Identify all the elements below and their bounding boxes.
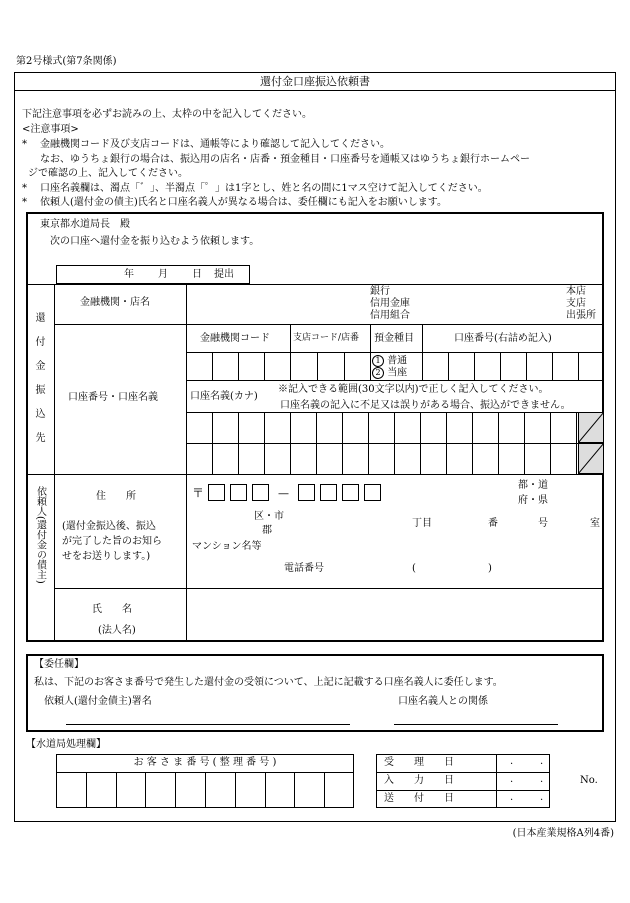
kana-cell[interactable] <box>264 443 291 475</box>
kana-cell[interactable] <box>290 443 317 475</box>
addressee: 東京都水道局長 殿 <box>40 219 130 230</box>
acct-note-1: ※記入できる範囲(30文字以内)で正しく記入してください。 <box>278 384 549 395</box>
delegation-box <box>26 654 604 732</box>
note-3: 依頼人(還付金の債主)氏名と口座名義人が異なる場合は、委任欄にも記入をお願いします。 <box>40 197 448 208</box>
branch-type-1[interactable]: 本店 <box>566 286 586 297</box>
gun-label: 郡 <box>262 525 272 536</box>
note-2: 口座名義欄は、濁点「゛」、半濁点「゜」は1字とし、姓と名の間に1マス空けて記入してください。 <box>40 183 488 194</box>
to-dou-label: 都・道 <box>518 480 548 491</box>
kana-cell[interactable] <box>550 412 577 444</box>
choume-label: 丁目 <box>412 518 432 529</box>
phone-paren-close: ) <box>488 563 492 574</box>
kana-cell[interactable] <box>342 412 369 444</box>
sent-date-dot-1[interactable]: . <box>510 792 514 803</box>
kana-cell[interactable] <box>212 443 239 475</box>
refund-side-label: 還付金振込先 <box>33 312 44 456</box>
delegation-sign-label: 依頼人(還付金債主)署名 <box>44 696 152 707</box>
kana-cell[interactable] <box>368 443 395 475</box>
address-note-1: (還付金振込後、振込 <box>62 521 156 532</box>
option-1-circle: 1 <box>372 355 384 367</box>
kana-cell[interactable] <box>238 443 265 475</box>
account-no-cell[interactable] <box>474 352 475 380</box>
date-year: 年 <box>124 269 134 280</box>
date-submit: 提出 <box>214 269 234 280</box>
acct-note-2: 口座名義の記入に不足又は誤りがある場合、振込ができません。 <box>280 400 571 411</box>
kana-cell[interactable] <box>498 443 525 475</box>
option-ordinary-label: 普通 <box>387 355 408 367</box>
delegation-header: 【委任欄】 <box>34 659 84 670</box>
kana-cell[interactable] <box>394 443 421 475</box>
note-3-mark: * <box>22 197 27 208</box>
account-no-cell[interactable] <box>500 352 501 380</box>
postal-dash: — <box>278 487 289 500</box>
bank-type-3[interactable]: 信用組合 <box>370 310 410 321</box>
kana-cell[interactable] <box>472 412 499 444</box>
code-col1 <box>290 324 291 380</box>
input-date-dot-1[interactable]: . <box>510 774 514 785</box>
request-text: 次の口座へ還付金を振り込むよう依頼します。 <box>50 236 260 247</box>
received-label: 受 理 日 <box>384 757 454 768</box>
deposit-type-label: 預金種目 <box>374 333 414 344</box>
sent-label: 送 付 日 <box>384 793 454 804</box>
kana-cell[interactable] <box>420 412 447 444</box>
note-2-mark: * <box>22 183 27 194</box>
notes-header: <注意事項> <box>22 124 79 135</box>
shaded-cell-diagonals <box>578 412 604 474</box>
form-title: 還付金口座振込依頼書 <box>260 75 370 88</box>
kana-cell[interactable] <box>472 443 499 475</box>
bank-code-cell[interactable] <box>264 352 265 380</box>
phone-paren-open: ( <box>412 563 416 574</box>
customer-no-cell[interactable] <box>56 772 86 808</box>
customer-no-cell[interactable] <box>324 772 354 808</box>
customer-no-cell[interactable] <box>145 772 175 808</box>
deposit-option-current[interactable] <box>372 367 407 379</box>
customer-no-cell[interactable] <box>235 772 265 808</box>
kana-cell[interactable] <box>524 443 551 475</box>
delegation-relation-label: 口座名義人との関係 <box>398 696 488 707</box>
kana-cell[interactable] <box>342 443 369 475</box>
customer-no-cell[interactable] <box>86 772 116 808</box>
input-label: 入 力 日 <box>384 775 454 786</box>
sent-date-dot-2[interactable]: . <box>540 792 544 803</box>
kana-cell[interactable] <box>446 443 473 475</box>
acct-label: 口座番号・口座名義 <box>68 392 158 403</box>
kana-cell[interactable] <box>420 443 447 475</box>
address-note-3: せをお送りします。) <box>62 551 151 562</box>
address-input-area[interactable] <box>186 474 604 588</box>
gou-label: 号 <box>538 518 548 529</box>
branch-code-cell[interactable] <box>317 352 318 380</box>
kana-cell[interactable] <box>316 443 343 475</box>
kana-cell[interactable] <box>316 412 343 444</box>
kana-cell[interactable] <box>498 412 525 444</box>
kana-cell[interactable] <box>186 412 213 444</box>
kana-cell[interactable] <box>394 412 421 444</box>
received-date-dot-1[interactable]: . <box>510 756 514 767</box>
customer-no-cell[interactable] <box>265 772 295 808</box>
code-col2 <box>370 324 371 380</box>
no-label: No. <box>580 775 598 786</box>
kana-cell[interactable] <box>524 412 551 444</box>
shitsu-label: 室 <box>590 518 600 529</box>
date-month: 月 <box>158 269 168 280</box>
kana-cell[interactable] <box>238 412 265 444</box>
relation-field[interactable] <box>394 724 558 725</box>
title-divider <box>14 90 616 91</box>
instruction: 下記注意事項を必ずお読みの上、太枠の中を記入してください。 <box>22 109 312 120</box>
date-day: 日 <box>192 269 202 280</box>
postal-mark: 〒 <box>192 486 205 500</box>
customer-no-cell[interactable] <box>294 772 324 808</box>
kana-cell[interactable] <box>212 412 239 444</box>
acct-name-label: 口座名義(カナ) <box>190 391 258 402</box>
bank-code-label: 金融機関コード <box>200 333 270 344</box>
customer-no-cell[interactable] <box>175 772 205 808</box>
delegation-text: 私は、下記のお客さま番号で発生した還付金の受領について、上記に記載する口座名義人に委任します。 <box>34 677 503 688</box>
fu-ken-label: 府・県 <box>518 495 548 506</box>
corp-label: (法人名) <box>98 625 136 636</box>
note-1-cont2: ジで確認の上、記入してください。 <box>28 168 188 179</box>
account-no-cell[interactable] <box>526 352 527 380</box>
address-label: 住 所 <box>96 491 136 502</box>
note-1-mark: * <box>22 139 27 150</box>
bank-code-cell[interactable] <box>212 352 213 380</box>
account-no-label: 口座番号(右詰め記入) <box>454 333 552 344</box>
branch-code-label: 支店コード/店番 <box>293 333 360 343</box>
requester-side-label: 依頼人(還付金の債主) <box>34 486 46 584</box>
account-no-cell[interactable] <box>448 352 449 380</box>
ku-shi-label: 区・市 <box>254 511 284 522</box>
phone-label: 電話番号 <box>284 563 324 574</box>
bank-type-1[interactable]: 銀行 <box>370 286 390 297</box>
kana-cell[interactable] <box>290 412 317 444</box>
branch-code-cell[interactable] <box>344 352 345 380</box>
customer-no-cell[interactable] <box>116 772 146 808</box>
code-header-line <box>186 352 604 353</box>
footer-spec: (日本産業規格A列4番) <box>512 828 614 839</box>
form-code: 第2号様式(第7条関係) <box>16 56 117 67</box>
kana-cell[interactable] <box>186 443 213 475</box>
dates-row-line-1 <box>376 772 550 773</box>
code-col3 <box>422 324 423 380</box>
name-input-area[interactable] <box>187 589 603 641</box>
signature-field[interactable] <box>66 724 350 725</box>
bank-code-cell[interactable] <box>238 352 239 380</box>
mansion-label: マンション名等 <box>192 541 262 552</box>
address-note-2: が完了した旨のお知ら <box>62 536 162 547</box>
note-1: 金融機関コード及び支店コードは、通帳等により確認して記入してください。 <box>40 139 390 150</box>
dates-col-line <box>496 754 497 808</box>
kana-cell[interactable] <box>264 412 291 444</box>
account-no-cell[interactable] <box>578 352 579 380</box>
refund-top-line <box>26 284 604 285</box>
branch-type-2[interactable]: 支店 <box>566 298 586 309</box>
ban-label: 番 <box>488 518 498 529</box>
deposit-option-ordinary[interactable] <box>372 355 407 367</box>
option-current-label: 当座 <box>387 367 408 379</box>
account-no-cell[interactable] <box>552 352 553 380</box>
bank-label: 金融機関・店名 <box>80 297 150 308</box>
office-header: 【水道局処理欄】 <box>26 739 106 750</box>
note-1-cont1: なお、ゆうちょ銀行の場合は、振込用の店名・店番・預金種目・口座番号を通帳又はゆうちょ銀行ホームペー <box>40 154 530 165</box>
option-2-circle: 2 <box>372 367 384 379</box>
kana-cell[interactable] <box>550 443 577 475</box>
dates-row-line-2 <box>376 790 550 791</box>
name-label: 氏 名 <box>92 604 132 615</box>
kana-cell[interactable] <box>368 412 395 444</box>
customer-no-cell[interactable] <box>205 772 235 808</box>
customer-no-label: お 客 さ ま 番 号 ( 整 理 番 号 ) <box>133 757 277 768</box>
received-date-dot-2[interactable]: . <box>540 756 544 767</box>
branch-type-3[interactable]: 出張所 <box>566 310 596 321</box>
acct-name-top-line <box>186 380 604 381</box>
bank-type-2[interactable]: 信用金庫 <box>370 298 410 309</box>
kana-cell[interactable] <box>446 412 473 444</box>
bank-row-line <box>54 324 604 325</box>
input-date-dot-2[interactable]: . <box>540 774 544 785</box>
